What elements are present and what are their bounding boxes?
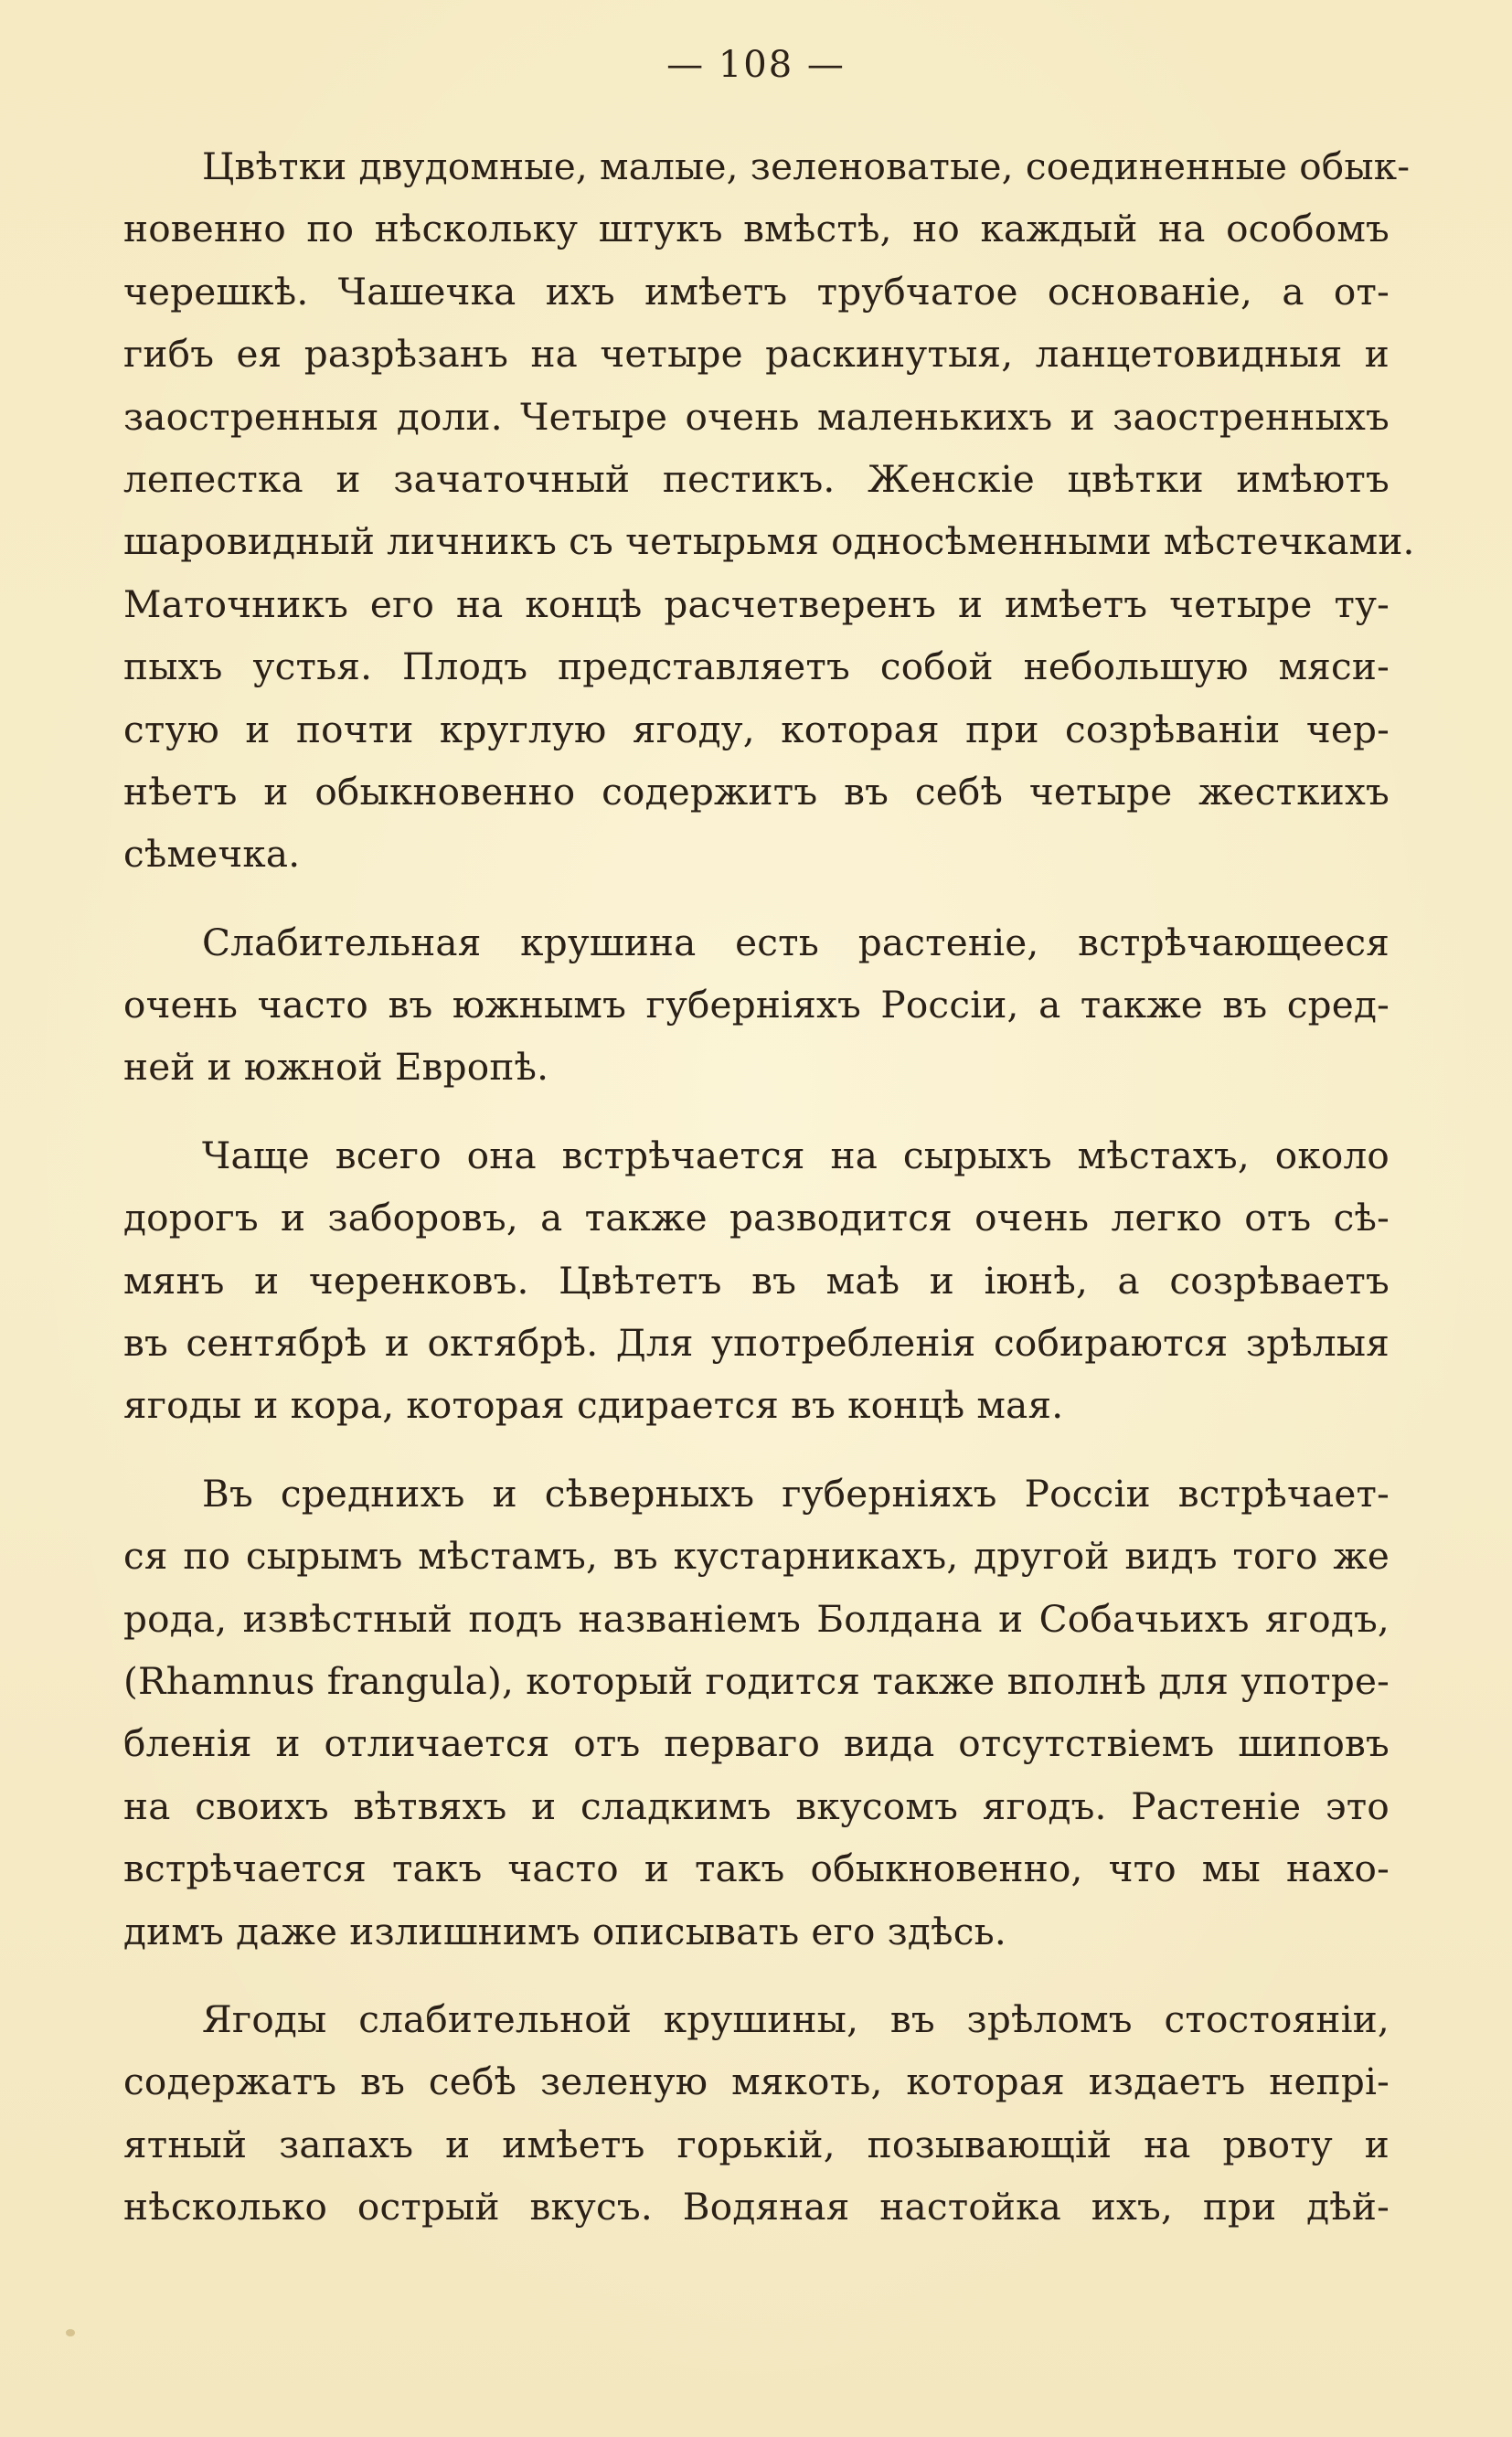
text-line: Чаще всего она встрѣчается на сырыхъ мѣстахъ, около	[202, 1133, 1390, 1177]
text-line: нѣетъ и обыкновенно содержитъ въ себѣ четыре жесткихъ	[123, 769, 1390, 814]
paragraph-5	[123, 1988, 1390, 2239]
text-line: ягоды и кора, которая сдирается въ концѣ мая.	[123, 1383, 1064, 1428]
text-line: сѣмечка.	[123, 832, 301, 877]
text-line: ятный запахъ и имѣетъ горькій, позывающій на рвоту и	[123, 2122, 1390, 2166]
paragraph-2	[123, 911, 1390, 1099]
text-line: нѣсколько острый вкусъ. Водяная настойка ихъ, при дѣй-	[123, 2185, 1390, 2229]
text-line: стую и почти круглую ягоду, которая при созрѣваніи чер-	[123, 707, 1390, 751]
text-line: шаровидный личникъ съ четырьмя односѣменными мѣстечками.	[123, 519, 1415, 564]
text-line: димъ даже излишнимъ описывать его здѣсь.	[123, 1909, 1006, 1953]
paper-speck	[66, 2329, 75, 2336]
text-line: содержатъ въ себѣ зеленую мякоть, которая издаетъ непрі-	[123, 2059, 1390, 2104]
text-line: Ягоды слабительной крушины, въ зрѣломъ стостояніи,	[202, 1996, 1390, 2041]
text-line: ней и южной Европѣ.	[123, 1045, 549, 1090]
text-line: на своихъ вѣтвяхъ и сладкимъ вкусомъ ягодъ. Растеніе это	[123, 1783, 1390, 1828]
text-line: лепестка и зачаточный пестикъ. Женскіе цвѣтки имѣютъ	[123, 456, 1390, 501]
text-line: пыхъ устья. Плодъ представляетъ собой небольшую мяси-	[123, 644, 1390, 689]
text-line: рода, извѣстный подъ названіемъ Болдана и Собачьихъ ягодъ,	[123, 1596, 1390, 1641]
text-line: Въ среднихъ и сѣверныхъ губерніяхъ Россіи встрѣчает-	[202, 1471, 1390, 1516]
body-text	[123, 135, 1415, 2264]
text-line: Цвѣтки двудомные, малые, зеленоватые, соединенные обык-	[202, 144, 1411, 188]
text-line: гибъ ея разрѣзанъ на четыре раскинутыя, ланцетовидныя и	[123, 332, 1390, 377]
text-line: встрѣчается такъ часто и такъ обыкновенно, что мы нахо-	[123, 1846, 1390, 1891]
page-number: — 108 —	[666, 44, 846, 86]
text-line: мянъ и черенковъ. Цвѣтетъ въ маѣ и іюнѣ, а созрѣваетъ	[123, 1258, 1390, 1303]
text-line: Слабительная крушина есть растеніе, встрѣчающееся	[202, 920, 1390, 964]
text-line: Маточникъ его на концѣ расчетверенъ и имѣетъ четыре ту-	[123, 581, 1390, 626]
text-line: въ сентябрѣ и октябрѣ. Для употребленія собираются зрѣлыя	[123, 1321, 1390, 1366]
text-line: черешкѣ. Чашечка ихъ имѣетъ трубчатое основаніе, а от-	[123, 269, 1390, 314]
text-line: ся по сырымъ мѣстамъ, въ кустарникахъ, другой видъ того же	[123, 1534, 1390, 1579]
paragraph-3	[123, 1124, 1390, 1437]
paragraph-1	[123, 135, 1415, 886]
text-line: заостренныя доли. Четыре очень маленькихъ и заостренныхъ	[123, 394, 1390, 439]
text-line: очень часто въ южнымъ губерніяхъ Россіи, а также въ сред-	[123, 983, 1390, 1027]
text-line: новенно по нѣскольку штукъ вмѣстѣ, но каждый на особомъ	[123, 207, 1390, 251]
paragraph-4	[123, 1463, 1390, 1963]
text-line: бленія и отличается отъ перваго вида отсутствіемъ шиповъ	[123, 1721, 1390, 1766]
text-line: (Rhamnus frangula), который годится также вполнѣ для употре-	[123, 1658, 1390, 1703]
text-line: дорогъ и заборовъ, а также разводится очень легко отъ сѣ-	[123, 1196, 1390, 1240]
